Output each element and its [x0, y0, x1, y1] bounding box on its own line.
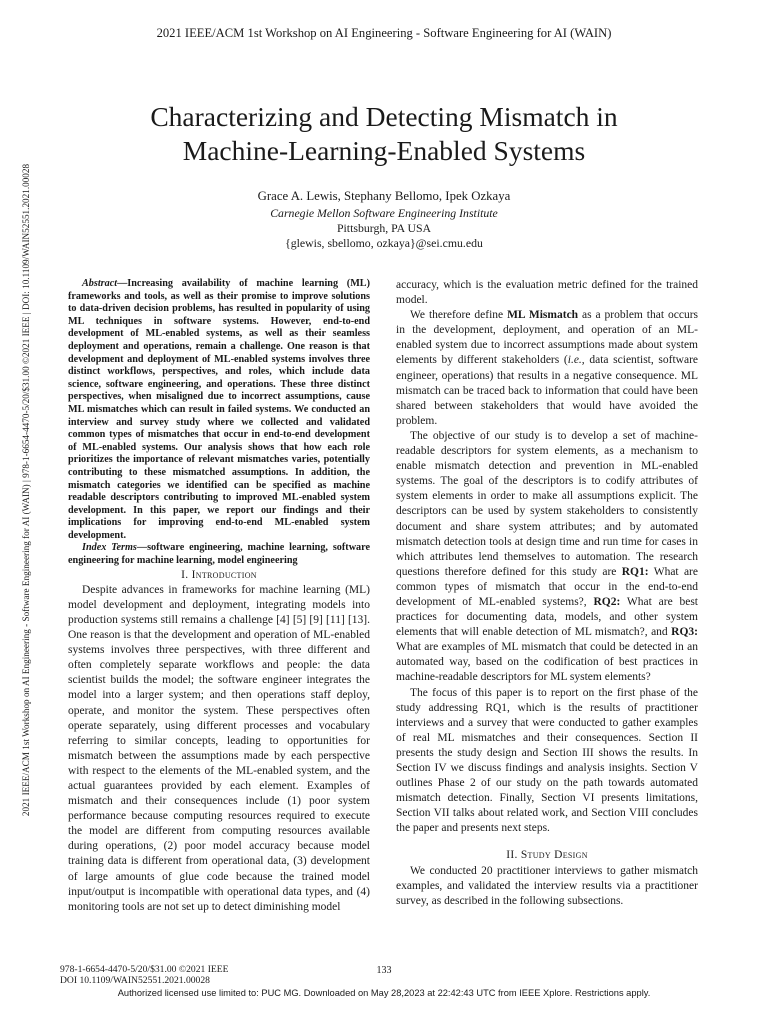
rq2-label: RQ2: [593, 595, 621, 608]
abstract-text: —Increasing availability of machine learning (ML) frameworks and tools, as well as their promise to improve solutions to data-driven decision problems, has resulted in popularity of using ML techniques in software systems. However, end-to-end development of ML-enabled systems, as well as their seamless deployment and operations, remain a challenge. One reason is that development and deployment of ML-enabled systems involves three distinct workflows, perspectives, and roles, which include data science, software engineering, and operations. These three distinct perspectives, when misaligned due to incorrect assumptions, cause ML mismatches which can result in failed systems. We conducted an interview and survey study where we collected and validated common types of mismatches that occur in end-to-end development of ML-enabled systems. Our analysis shows that how each role prioritizes the importance of relevant mismatches varies, potentially contributing to these mismatched assumptions. In addition, the mismatch categories we identified can be specified as machine readable descriptors contributing to improved ML-enabled system development. In this paper, we report our findings and their implications for improving end-to-end ML-enabled system development. [68, 278, 370, 541]
email: {glewis, sbellomo, ozkaya}@sei.cmu.edu [285, 236, 483, 250]
defined-term: ML Mismatch [507, 309, 579, 322]
section-heading-study-design [396, 848, 698, 863]
authors: Grace A. Lewis, Stephany Bellomo, Ipek Ozkaya [257, 189, 511, 203]
paragraph-focus: The focus of this paper is to report on the first phase of the study addressing RQ1, which is the results of practitioner interviews and a survey that were conducted to gather examples of real ML mismatches and their consequences. Section II presents the study design and Section III shows the results. In Section IV we discuss findings and analysis insights. Section V outlines Phase 2 of our study on the path towards automated mismatch detection. Finally, Section VI presents limitations, Section VII talks about related work, and Section VIII concludes the paper and presents next steps. [396, 686, 698, 835]
paragraph-continued: accuracy, which is the evaluation metric defined for the trained model. [396, 279, 698, 307]
text-span: We therefore define [410, 309, 508, 322]
paragraph-objective [396, 429, 698, 686]
section-number: I. [181, 568, 192, 581]
intro-paragraph-1: Despite advances in frameworks for machine learning (ML) model development and deployment, integrating models into production systems still remains a challenge [4] [5] [9] [11] [13]. One reason is that the development and operation of ML-enabled systems involves three perspectives, with three different and often completely separate workflows and people: the data scientist builds the model; the software engineer integrates the model into a larger system; and then operations staff deploy, operate, and monitor the system. These perspectives often operate separately, using different processes and vocabulary referring to similar concepts, leading to opportunities for mismatch between the assumptions made by each perspective with respect to the elements of the ML-enabled system, and the actual guarantees provided by each element. Examples of mismatch and their consequences include (1) poor system performance because computing resources required to execute the model are different from computing resources available during operations, (2) poor model accuracy because model training data is different from operational data, (3) development of large amounts of glue code because the trained model input/output is incompatible with operational data types, and (4) monitoring tools are not set up to detect diminishing model [68, 583, 370, 913]
text-span: What are examples of ML mismatch that could be detected in an automated way, based on the codification of best practices in machine-readable descriptors for ML system elements? [396, 641, 698, 684]
page-number: 133 [376, 965, 392, 976]
index-terms [68, 542, 370, 567]
abstract [68, 278, 370, 542]
license-notice: Authorized licensed use limited to: PUC MG. Downloaded on May 28,2023 at 22:42:43 UTC from IEEE Xplore. Restrictions apply. [117, 988, 651, 998]
rq3-label: RQ3: [671, 626, 698, 639]
location: Pittsburgh, PA USA [336, 221, 432, 235]
text-span: The objective of our study is to develop a set of machine-readable descriptors for system elements, as a mechanism to enable mismatch detection and prevention in ML-enabled systems. The goal of the descriptors is to codify attributes of system elements in order to make all assumptions explicit. The descriptors can be used by system stakeholders to consistently document and share system attributes; and by automated mismatch detection tools at design time and run time for cases in which attributes lend themselves to automation. The research questions therefore defined for this study are [396, 429, 698, 578]
section-title: Study Design [520, 849, 588, 862]
text-span: What are best practices for documenting data, models, and other system elements that will enable detection of ML mismatch?, and [396, 595, 699, 639]
footer-doi: DOI 10.1109/WAIN52551.2021.00028 [60, 975, 210, 986]
right-column [396, 278, 698, 909]
text-span: as a problem that occurs in the development, deployment, and operation of an ML-enabled system due to incorrect assumptions made about system elements by different stakeholders ( [396, 309, 698, 367]
index-terms-text: —software engineering, machine learning, software engineering for machine learning, model engineering [68, 542, 370, 567]
footer-isbn: 978-1-6654-4470-5/20/$31.00 ©2021 IEEE [60, 964, 229, 975]
title-line-2: Machine-Learning-Enabled Systems [182, 135, 586, 166]
paragraph-ml-mismatch-definition [396, 308, 698, 429]
index-terms-label: Index Terms [82, 542, 137, 554]
abstract-label: Abstract [82, 278, 118, 289]
sidebar-doi-banner: 2021 IEEE/ACM 1st Workshop on AI Engineering - Software Engineering for AI (WAIN) | 978-1-6654-4470-5/20/$31.00 ©2021 IEEE | DOI: 10.1109/WAIN52551.2021.00028 [21, 163, 31, 817]
text-span: data scientist, software engineer, operations) that results in a negative consequence. ML mismatch can be traced back to information that could have been shared between stakeholders that would have avoided the problem. [396, 354, 699, 427]
left-column [68, 278, 370, 915]
section-title: Introduction [191, 568, 257, 581]
text-span: What are common types of mismatch that occur in the end-to-end development of ML-enabled systems?, [396, 565, 698, 608]
section-heading-introduction [68, 568, 370, 583]
conference-header: 2021 IEEE/ACM 1st Workshop on AI Engineering - Software Engineering for AI (WAIN) [156, 26, 612, 40]
italic-ie: i.e., [567, 354, 585, 367]
paragraph-study-design: We conducted 20 practitioner interviews to gather mismatch examples, and validated the interview results via a practitioner survey, as described in the following subsections. [396, 864, 698, 907]
title-line-1: Characterizing and Detecting Mismatch in [150, 101, 618, 132]
section-number: II. [506, 849, 521, 862]
rq1-label: RQ1: [621, 565, 649, 578]
paper-title [0, 100, 768, 168]
affiliation: Carnegie Mellon Software Engineering Institute [270, 206, 498, 220]
